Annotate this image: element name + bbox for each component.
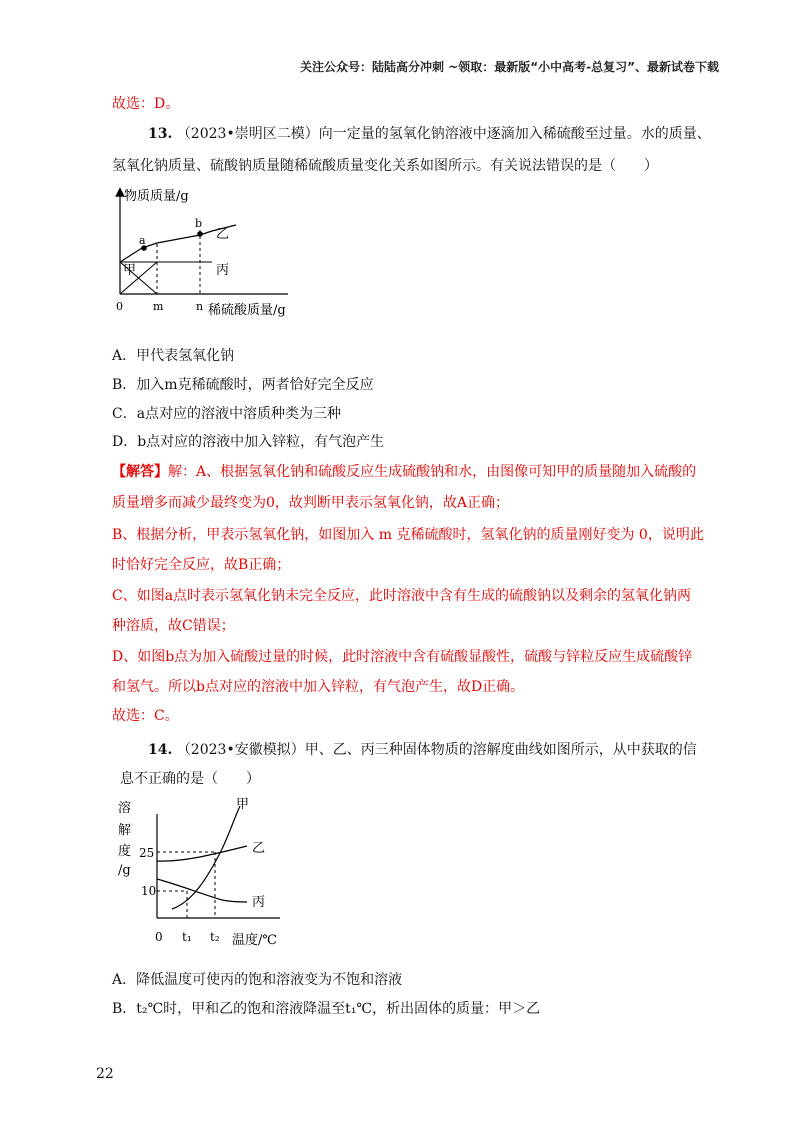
x-axis-label: 稀硫酸质量/g [208,303,286,318]
label-jia: 甲 [236,797,250,812]
question-14-text: （2023•安徽模拟）甲、乙、丙三种固体物质的溶解度曲线如图所示，从中获取的信 [176,742,697,758]
y-label-1: 溶 [118,801,132,816]
solution-text-1: 解：A、根据氢氧化钠和硫酸反应生成硫酸钠和水，由图像可知甲的质量随加入硫酸的 [168,464,697,480]
origin-label: 0 [116,300,123,313]
q13-option-b: B．加入m克稀硫酸时，两者恰好完全反应 [112,377,374,393]
answer-13: 故选：C。 [112,708,179,724]
solution-line-5: C、如图a点时表示氢氧化钠未完全反应，此时溶液中含有生成的硫酸钠以及剩余的氢氧化钠两 [112,588,692,604]
origin-label: 0 [155,930,163,944]
question-13-text: （2023•崇明区二模）向一定量的氢氧化钠溶液中逐滴加入稀硫酸至过量。水的质量、 [176,126,711,142]
label-a: a [139,234,146,247]
label-yi: 乙 [252,841,266,856]
label-b: b [195,217,203,230]
question-14-line2: 息不正确的是（ ） [120,771,260,787]
label-jia: 甲 [123,263,137,278]
solution-line-7: D、如图b点为加入硫酸过量的时候，此时溶液中含有硫酸显酸性，硫酸与锌粒反应生成硫酸锌 [112,649,693,665]
page-header: 关注公众号：陆陆高分冲刺 ~领取：最新版“小中高考-总复习”、最新试卷下载 [300,60,719,74]
question-14-number: 14. [148,742,173,758]
solution-line-1 [112,462,696,482]
y-axis-label: 物质质量/g [124,189,189,204]
ytick-10: 10 [141,884,157,898]
page-number: 22 [96,1066,114,1082]
tick-m: m [153,300,164,313]
x-axis-label: 温度/℃ [232,933,277,948]
q13-option-a: A．甲代表氢氧化钠 [112,348,235,364]
y-label-4: /g [118,863,131,878]
question-13-number: 13. [148,126,173,142]
ytick-25: 25 [139,846,155,860]
solution-line-3: B、根据分析，甲表示氢氧化钠，如图加入 m 克稀硫酸时，氢氧化钠的质量刚好变为 0，说明此 [112,527,704,543]
q13-option-d: D．b点对应的溶液中加入锌粒，有气泡产生 [112,434,385,450]
answer-12: 故选：D。 [112,96,180,112]
question-14-line1 [148,740,697,760]
label-bing: 丙 [216,263,230,278]
label-yi: 乙 [216,227,230,242]
solution-line-6: 种溶质，故C错误； [112,618,235,634]
solution-tag: 【解答】 [112,464,168,480]
series-yi-curve [157,846,247,861]
q14-option-b: B．t₂℃时，甲和乙的饱和溶液降温至t₁℃，析出固体的质量：甲＞乙 [112,1001,541,1017]
series-jia-curve [172,806,240,909]
solution-line-8: 和氢气。所以b点对应的溶液中加入锌粒，有气泡产生，故D正确。 [112,679,525,695]
tick-t2: t₂ [210,930,220,944]
solution-line-4: 时恰好完全反应，故B正确； [112,557,291,573]
figure-14-solubility-graph [112,794,292,950]
solution-line-2: 质量增多而减少最终变为0，故判断甲表示氢氧化钠，故A正确； [112,495,510,511]
point-b [197,231,203,237]
y-label-2: 解 [118,823,132,838]
label-bing: 丙 [252,895,266,910]
figure-13-graph [112,186,302,318]
question-13-line1 [148,124,711,144]
question-13-line2: 氢氧化钠质量、硫酸钠质量随稀硫酸质量变化关系如图所示。有关说法错误的是（ ） [112,158,658,174]
q13-option-c: C．a点对应的溶液中溶质种类为三种 [112,406,342,422]
q14-option-a: A．降低温度可使丙的饱和溶液变为不饱和溶液 [112,972,403,988]
y-label-3: 度 [118,844,132,859]
tick-t1: t₁ [182,930,192,944]
tick-n: n [196,300,204,313]
